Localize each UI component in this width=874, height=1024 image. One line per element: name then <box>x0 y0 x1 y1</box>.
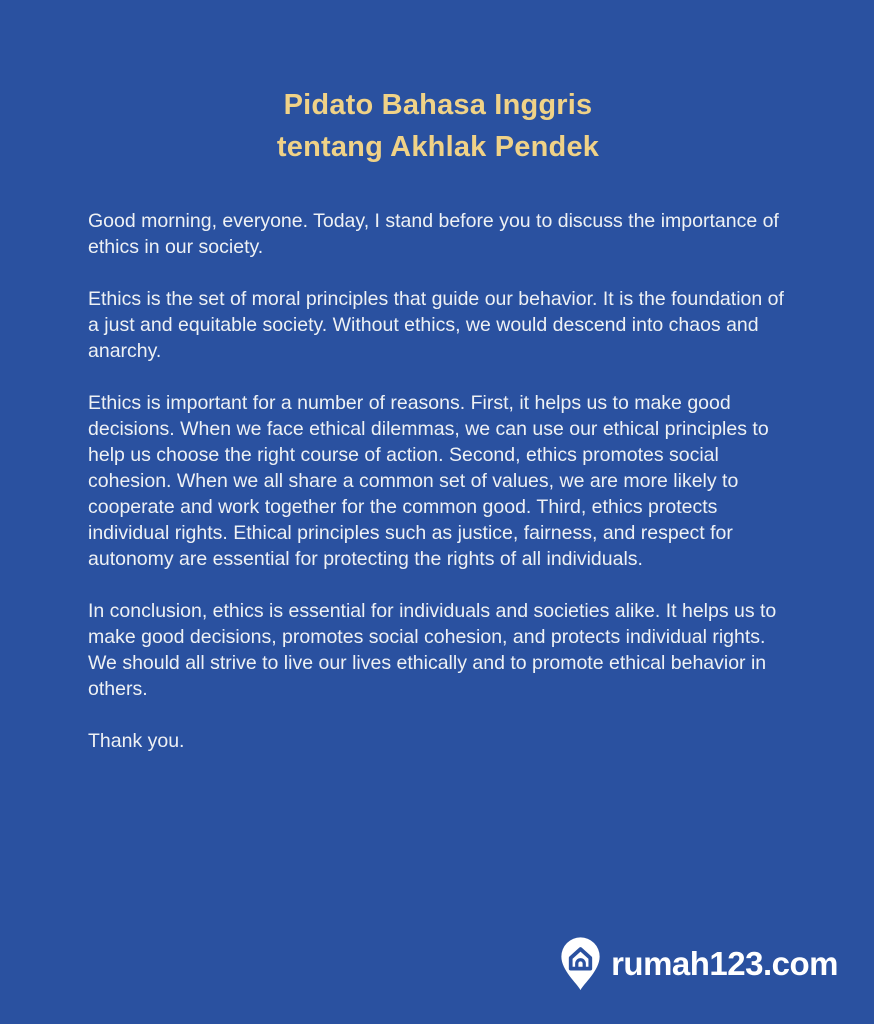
speech-paragraph: Ethics is the set of moral principles that guide our behavior. It is the foundation of a just and equitable society. Without ethics, we would descend into chaos and anarchy. <box>88 288 784 362</box>
page-title <box>88 84 788 168</box>
speech-paragraph: In conclusion, ethics is essential for individuals and societies alike. It helps us to make good decisions, promotes social cohesion, and protects individual rights. We should all strive to live our lives ethically and to promote ethical behavior in others. <box>88 600 777 700</box>
logo-text: rumah123.com <box>611 945 838 982</box>
speech-paragraph: Good morning, everyone. Today, I stand before you to discuss the importance of ethics in our society. <box>88 210 779 258</box>
speech-paragraph: Thank you. <box>88 730 185 752</box>
map-pin-house-icon <box>557 936 604 992</box>
speech-paragraph: Ethics is important for a number of reasons. First, it helps us to make good decisions. When we face ethical dilemmas, we can use our ethical principles to help us choose the right course of action. Second, ethics promotes social cohesion. When we all share a common set of values, we are more likely to cooperate and work together for the common good. Third, ethics protects individual rights. Ethical principles such as justice, fairness, and respect for autonomy are essential for protecting the rights of all individuals. <box>88 392 769 570</box>
page-title-line1: Pidato Bahasa Inggris <box>283 89 593 121</box>
rumah123-logo <box>557 936 838 992</box>
speech-body <box>88 208 788 754</box>
page-title-line2: tentang Akhlak Pendek <box>276 131 600 163</box>
